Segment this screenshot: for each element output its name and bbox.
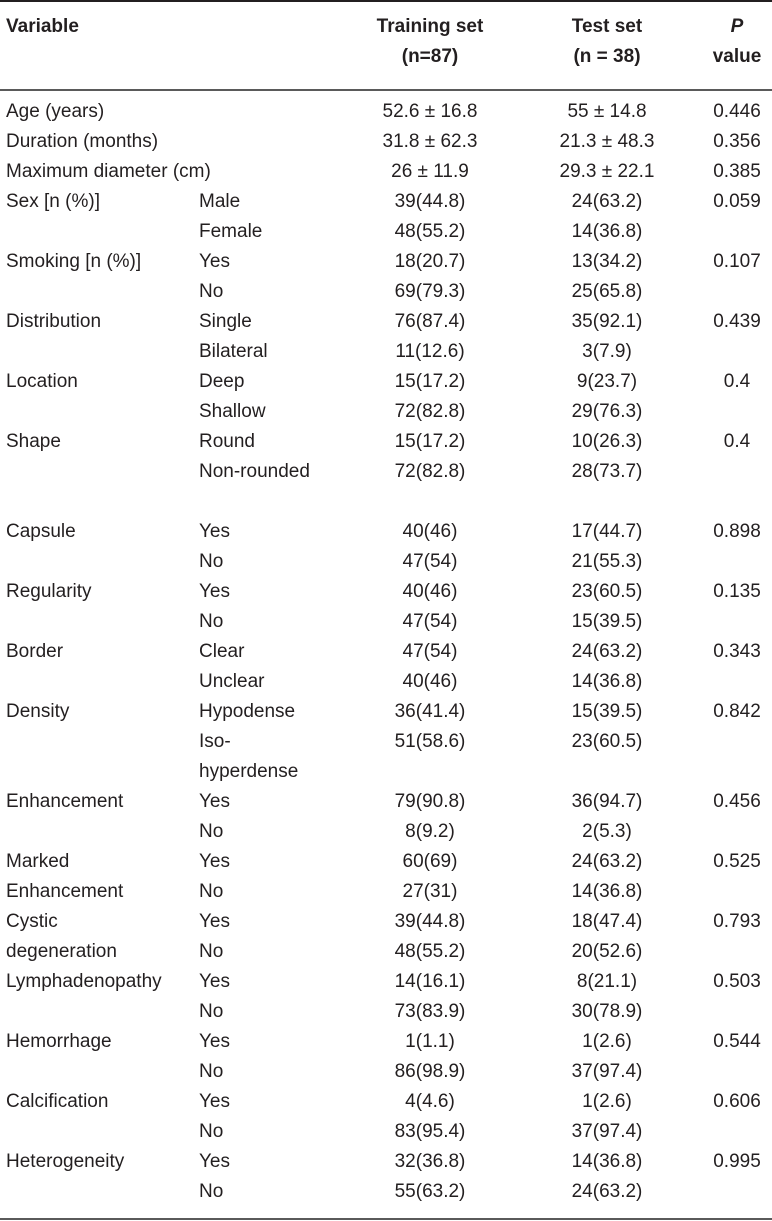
header-training-n: (n=87): [401, 46, 459, 67]
training-value-cell: 83(95.4): [394, 1121, 466, 1142]
category-cell: Yes: [199, 911, 230, 932]
training-value-cell: 31.8 ± 62.3: [382, 131, 478, 152]
header-test-label: Test set: [571, 16, 643, 37]
training-value-cell: 15(17.2): [394, 431, 466, 452]
variable-cell: Enhancement: [6, 791, 124, 812]
category-cell: Hypodense: [199, 701, 296, 722]
table-row: [0, 397, 772, 427]
test-value-cell: 14(36.8): [571, 881, 643, 902]
table-row: [0, 997, 772, 1027]
variable-cell: Marked: [6, 851, 70, 872]
p-value-cell: 0.356: [713, 131, 761, 152]
training-value-cell: 15(17.2): [394, 371, 466, 392]
category-cell: Bilateral: [199, 341, 268, 362]
category-cell: Deep: [199, 371, 245, 392]
category-cell: Yes: [199, 1151, 230, 1172]
category-cell: Male: [199, 191, 241, 212]
header-training-set: [350, 12, 510, 72]
test-value-cell: 37(97.4): [571, 1121, 643, 1142]
training-value-cell: 40(46): [402, 671, 458, 692]
category-cell: No: [199, 281, 224, 302]
table-row: [0, 217, 772, 247]
category-cell: No: [199, 1121, 224, 1142]
test-value-cell: 2(5.3): [582, 821, 632, 842]
test-value-cell: 18(47.4): [571, 911, 643, 932]
table-row: [0, 877, 772, 907]
test-value-cell: 23(60.5): [571, 731, 643, 752]
category-cell: No: [199, 1001, 224, 1022]
table-top-rule: [0, 0, 772, 2]
category-cell: Yes: [199, 581, 230, 602]
variable-cell: Shape: [6, 431, 61, 452]
training-value-cell: 47(54): [402, 641, 458, 662]
test-value-cell: 21.3 ± 48.3: [559, 131, 655, 152]
table-row: [0, 127, 772, 157]
variable-cell: Sex [n (%)]: [6, 191, 100, 212]
test-value-cell: 1(2.6): [582, 1091, 632, 1112]
category-cell: Yes: [199, 251, 230, 272]
variable-cell: Border: [6, 641, 64, 662]
table-row: [0, 457, 772, 517]
category-cell: No: [199, 611, 224, 632]
variable-cell: Age (years): [6, 101, 105, 122]
p-value-cell: 0.544: [713, 1031, 761, 1052]
test-value-cell: 23(60.5): [571, 581, 643, 602]
category-cell: Round: [199, 431, 255, 452]
p-value-cell: 0.606: [713, 1091, 761, 1112]
test-value-cell: 24(63.2): [571, 191, 643, 212]
test-value-cell: 3(7.9): [582, 341, 632, 362]
header-p-label: P: [730, 16, 744, 37]
category-cell: Yes: [199, 851, 230, 872]
p-value-cell: 0.898: [713, 521, 761, 542]
training-value-cell: 51(58.6): [394, 731, 466, 752]
p-value-cell: 0.4: [723, 371, 751, 392]
table-row: [0, 427, 772, 457]
category-cell: Unclear: [199, 671, 265, 692]
table-row: [0, 1117, 772, 1147]
test-value-cell: 21(55.3): [571, 551, 643, 572]
table-row: [0, 967, 772, 997]
p-value-cell: 0.385: [713, 161, 761, 182]
category-cell: No: [199, 551, 224, 572]
table-row: [0, 1147, 772, 1177]
training-value-cell: 11(12.6): [395, 341, 465, 362]
category-cell: Non-rounded: [199, 461, 310, 482]
test-value-cell: 29(76.3): [571, 401, 643, 422]
variable-cell: Duration (months): [6, 131, 159, 152]
p-value-cell: 0.995: [713, 1151, 761, 1172]
category-cell: No: [199, 1061, 224, 1082]
header-test-n: (n = 38): [573, 46, 641, 67]
training-value-cell: 72(82.8): [394, 401, 466, 422]
p-value-cell: 0.439: [713, 311, 761, 332]
category-cell: Yes: [199, 791, 230, 812]
test-value-cell: 15(39.5): [571, 611, 643, 632]
training-value-cell: 36(41.4): [394, 701, 466, 722]
training-value-cell: 1(1.1): [405, 1031, 455, 1052]
category-cell: Clear: [199, 641, 245, 662]
category-cell: Yes: [199, 1031, 230, 1052]
training-value-cell: 39(44.8): [394, 911, 466, 932]
variable-cell: Hemorrhage: [6, 1031, 112, 1052]
table-row: [0, 247, 772, 277]
table-row: [0, 277, 772, 307]
training-value-cell: 18(20.7): [394, 251, 466, 272]
table-row: [0, 337, 772, 367]
p-value-cell: 0.456: [713, 791, 761, 812]
training-value-cell: 47(54): [402, 611, 458, 632]
test-value-cell: 15(39.5): [571, 701, 643, 722]
category-cell: Yes: [199, 521, 230, 542]
test-value-cell: 20(52.6): [571, 941, 643, 962]
test-value-cell: 17(44.7): [571, 521, 643, 542]
p-value-cell: 0.059: [713, 191, 761, 212]
table-row: [0, 187, 772, 217]
test-value-cell: 29.3 ± 22.1: [559, 161, 655, 182]
header-value-label: value: [712, 46, 762, 67]
test-value-cell: 13(34.2): [571, 251, 643, 272]
variable-cell: Heterogeneity: [6, 1151, 125, 1172]
training-value-cell: 48(55.2): [394, 221, 466, 242]
training-value-cell: 39(44.8): [394, 191, 466, 212]
table-row: [0, 547, 772, 577]
category-cell: Female: [199, 221, 263, 242]
table-row: [0, 637, 772, 667]
header-training-label: Training set: [376, 16, 484, 37]
table-row: [0, 697, 772, 727]
training-value-cell: 48(55.2): [394, 941, 466, 962]
training-value-cell: 55(63.2): [394, 1181, 466, 1202]
variable-cell: Location: [6, 371, 78, 392]
test-value-cell: 24(63.2): [571, 1181, 643, 1202]
test-value-cell: 30(78.9): [571, 1001, 643, 1022]
test-value-cell: 24(63.2): [571, 641, 643, 662]
variable-cell: Distribution: [6, 311, 102, 332]
table-row: [0, 1087, 772, 1117]
training-value-cell: 4(4.6): [405, 1091, 455, 1112]
table-row: [0, 577, 772, 607]
category-cell: Iso-hyperdense: [199, 731, 299, 782]
p-value-cell: 0.343: [713, 641, 761, 662]
test-value-cell: 24(63.2): [571, 851, 643, 872]
p-value-cell: 0.525: [713, 851, 761, 872]
category-cell: Yes: [199, 971, 230, 992]
test-value-cell: 55 ± 14.8: [567, 101, 647, 122]
test-value-cell: 14(36.8): [571, 1151, 643, 1172]
training-value-cell: 26 ± 11.9: [391, 161, 469, 182]
test-value-cell: 8(21.1): [576, 971, 638, 992]
test-value-cell: 1(2.6): [582, 1031, 632, 1052]
training-value-cell: 8(9.2): [405, 821, 455, 842]
table-row: [0, 667, 772, 697]
p-value-cell: 0.4: [723, 431, 751, 452]
table-row: [0, 727, 772, 787]
category-cell: No: [199, 1181, 224, 1202]
training-value-cell: 40(46): [402, 521, 458, 542]
test-value-cell: 25(65.8): [571, 281, 643, 302]
test-value-cell: 35(92.1): [571, 311, 643, 332]
header-separator-rule: [0, 89, 772, 91]
training-value-cell: 69(79.3): [394, 281, 466, 302]
variable-cell: Density: [6, 701, 70, 722]
training-value-cell: 60(69): [402, 851, 458, 872]
table-row: [0, 1057, 772, 1087]
variable-cell: Capsule: [6, 521, 76, 542]
header-variable-label: Variable: [6, 16, 79, 37]
table-bottom-rule: [0, 1218, 772, 1220]
table-row: [0, 787, 772, 817]
p-value-cell: 0.446: [713, 101, 761, 122]
variable-cell: Enhancement: [6, 881, 124, 902]
header-variable: [6, 12, 79, 42]
training-value-cell: 47(54): [402, 551, 458, 572]
category-cell: No: [199, 881, 224, 902]
p-value-cell: 0.793: [713, 911, 761, 932]
test-value-cell: 10(26.3): [571, 431, 643, 452]
table-row: [0, 307, 772, 337]
variable-cell: degeneration: [6, 941, 117, 962]
table-row: [0, 367, 772, 397]
header-p-value: [704, 12, 770, 72]
table-row: [0, 607, 772, 637]
test-value-cell: 9(23.7): [576, 371, 638, 392]
test-value-cell: 28(73.7): [571, 461, 643, 482]
table-row: [0, 907, 772, 937]
variable-cell: Smoking [n (%)]: [6, 251, 142, 272]
p-value-cell: 0.107: [713, 251, 761, 272]
training-value-cell: 79(90.8): [394, 791, 466, 812]
category-cell: Single: [199, 311, 252, 332]
variable-cell: Calcification: [6, 1091, 109, 1112]
training-value-cell: 76(87.4): [394, 311, 466, 332]
table-row: [0, 817, 772, 847]
category-cell: Yes: [199, 1091, 230, 1112]
training-value-cell: 72(82.8): [394, 461, 466, 482]
training-value-cell: 32(36.8): [394, 1151, 466, 1172]
table-row: [0, 847, 772, 877]
training-value-cell: 73(83.9): [394, 1001, 466, 1022]
table-row: [0, 937, 772, 967]
table-row: [0, 97, 772, 127]
header-test-set: [527, 12, 687, 72]
test-value-cell: 14(36.8): [571, 671, 643, 692]
table-row: [0, 517, 772, 547]
training-value-cell: 40(46): [402, 581, 458, 602]
table-row: [0, 1027, 772, 1057]
training-value-cell: 14(16.1): [394, 971, 466, 992]
variable-cell: Maximum diameter (cm): [6, 161, 211, 182]
table-row: [0, 1177, 772, 1207]
training-value-cell: 52.6 ± 16.8: [382, 101, 478, 122]
table-body: [0, 97, 772, 1207]
test-value-cell: 36(94.7): [571, 791, 643, 812]
category-cell: No: [199, 821, 224, 842]
training-value-cell: 86(98.9): [394, 1061, 466, 1082]
category-cell: Shallow: [199, 401, 266, 422]
variable-cell: Cystic: [6, 911, 58, 932]
variable-cell: Regularity: [6, 581, 92, 602]
table-row: [0, 157, 772, 187]
test-value-cell: 14(36.8): [571, 221, 643, 242]
p-value-cell: 0.842: [713, 701, 761, 722]
variable-cell: Lymphadenopathy: [6, 971, 162, 992]
p-value-cell: 0.135: [713, 581, 761, 602]
training-value-cell: 27(31): [402, 881, 458, 902]
test-value-cell: 37(97.4): [571, 1061, 643, 1082]
category-cell: No: [199, 941, 224, 962]
p-value-cell: 0.503: [713, 971, 761, 992]
